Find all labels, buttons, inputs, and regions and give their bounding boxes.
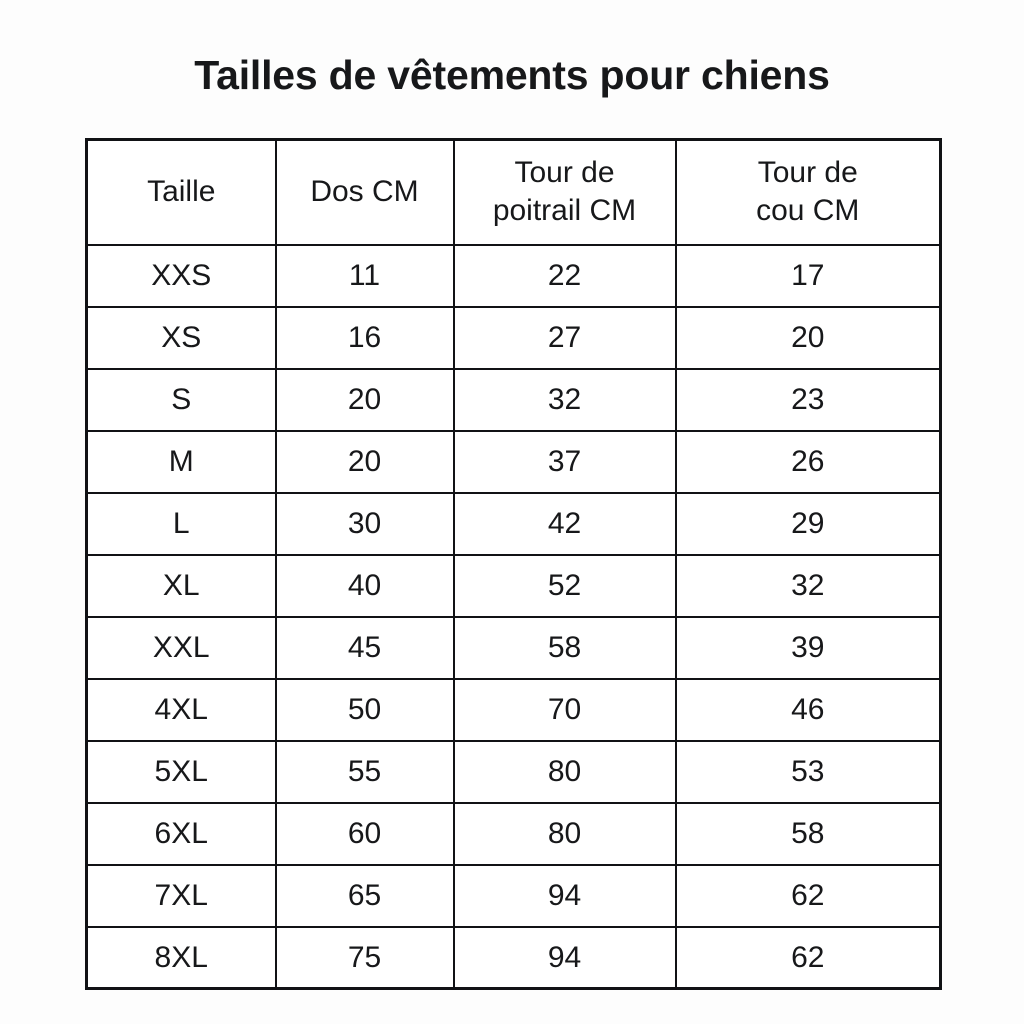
cell-taille: XXL xyxy=(87,617,276,679)
cell-tour-de-poitrail-cm: 42 xyxy=(454,493,676,555)
cell-tour-de-cou-cm: 23 xyxy=(676,369,941,431)
cell-tour-de-poitrail-cm: 52 xyxy=(454,555,676,617)
cell-tour-de-cou-cm: 46 xyxy=(676,679,941,741)
column-header-taille xyxy=(87,140,276,245)
table-row xyxy=(87,369,941,431)
cell-dos-cm: 11 xyxy=(276,245,454,307)
cell-tour-de-poitrail-cm: 94 xyxy=(454,927,676,989)
cell-tour-de-cou-cm: 29 xyxy=(676,493,941,555)
column-header-tour-de-cou-cm xyxy=(676,140,941,245)
dog-clothing-size-table xyxy=(85,138,942,990)
table-header xyxy=(87,140,941,245)
cell-tour-de-poitrail-cm: 58 xyxy=(454,617,676,679)
cell-taille: XS xyxy=(87,307,276,369)
cell-dos-cm: 40 xyxy=(276,555,454,617)
column-header-line: Dos CM xyxy=(310,175,419,209)
column-header-line: Taille xyxy=(147,175,216,209)
cell-tour-de-poitrail-cm: 22 xyxy=(454,245,676,307)
cell-tour-de-poitrail-cm: 27 xyxy=(454,307,676,369)
column-header-dos-cm xyxy=(276,140,454,245)
cell-taille: S xyxy=(87,369,276,431)
table-row xyxy=(87,493,941,555)
table-row xyxy=(87,741,941,803)
cell-tour-de-cou-cm: 32 xyxy=(676,555,941,617)
table-row xyxy=(87,865,941,927)
cell-taille: 8XL xyxy=(87,927,276,989)
cell-tour-de-cou-cm: 62 xyxy=(676,865,941,927)
cell-tour-de-cou-cm: 20 xyxy=(676,307,941,369)
cell-taille: 6XL xyxy=(87,803,276,865)
column-header-line: Tour de xyxy=(757,155,858,189)
cell-dos-cm: 16 xyxy=(276,307,454,369)
cell-taille: XXS xyxy=(87,245,276,307)
cell-taille: 4XL xyxy=(87,679,276,741)
page-title: Tailles de vêtements pour chiens xyxy=(194,52,830,98)
cell-dos-cm: 60 xyxy=(276,803,454,865)
column-header-line: poitrail CM xyxy=(492,194,637,228)
cell-tour-de-cou-cm: 26 xyxy=(676,431,941,493)
cell-taille: M xyxy=(87,431,276,493)
cell-tour-de-poitrail-cm: 70 xyxy=(454,679,676,741)
cell-tour-de-poitrail-cm: 80 xyxy=(454,803,676,865)
table-header-row xyxy=(87,140,941,245)
table-row xyxy=(87,245,941,307)
column-header-line: Tour de xyxy=(514,155,615,189)
table-row xyxy=(87,679,941,741)
cell-tour-de-cou-cm: 17 xyxy=(676,245,941,307)
table-row xyxy=(87,307,941,369)
table-row xyxy=(87,431,941,493)
cell-tour-de-poitrail-cm: 32 xyxy=(454,369,676,431)
cell-dos-cm: 50 xyxy=(276,679,454,741)
cell-taille: 7XL xyxy=(87,865,276,927)
cell-tour-de-poitrail-cm: 94 xyxy=(454,865,676,927)
table-row xyxy=(87,617,941,679)
table-row xyxy=(87,555,941,617)
column-header-line: cou CM xyxy=(756,194,860,228)
cell-taille: 5XL xyxy=(87,741,276,803)
cell-dos-cm: 75 xyxy=(276,927,454,989)
cell-taille: L xyxy=(87,493,276,555)
cell-tour-de-poitrail-cm: 37 xyxy=(454,431,676,493)
table-row xyxy=(87,803,941,865)
cell-dos-cm: 65 xyxy=(276,865,454,927)
cell-tour-de-poitrail-cm: 80 xyxy=(454,741,676,803)
cell-dos-cm: 20 xyxy=(276,431,454,493)
cell-tour-de-cou-cm: 62 xyxy=(676,927,941,989)
table-row xyxy=(87,927,941,989)
table-body xyxy=(87,245,941,989)
cell-tour-de-cou-cm: 39 xyxy=(676,617,941,679)
cell-dos-cm: 20 xyxy=(276,369,454,431)
cell-dos-cm: 55 xyxy=(276,741,454,803)
cell-taille: XL xyxy=(87,555,276,617)
column-header-tour-de-poitrail-cm xyxy=(454,140,676,245)
cell-dos-cm: 45 xyxy=(276,617,454,679)
cell-dos-cm: 30 xyxy=(276,493,454,555)
cell-tour-de-cou-cm: 58 xyxy=(676,803,941,865)
cell-tour-de-cou-cm: 53 xyxy=(676,741,941,803)
